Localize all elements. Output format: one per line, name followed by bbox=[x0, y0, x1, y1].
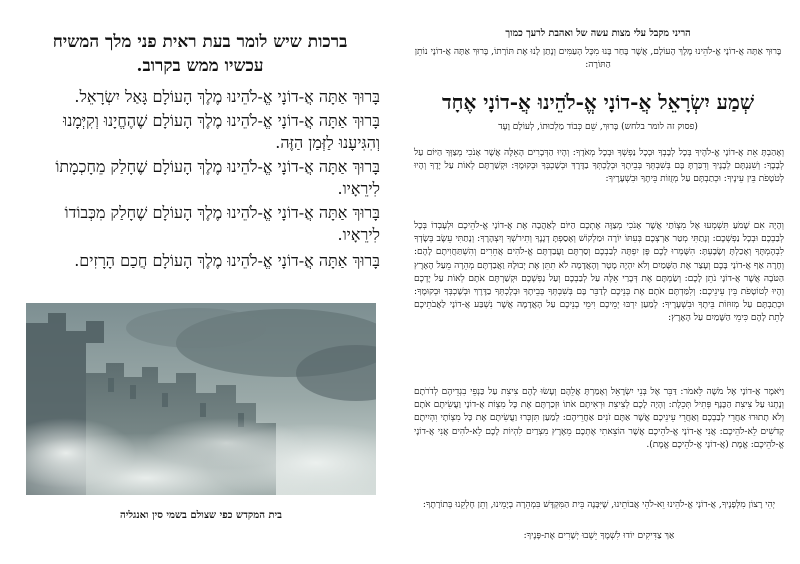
paragraph-vayomer: וַיֹּאמֶר אֲ-דוֹנָי אֶל מֹשֶׁה לֵּאמֹר: דַּבֵּר אֶל בְּנֵי יִשְׂרָאֵל וְאָמַרְתָּ אֲלֵהֶם וְעָשׂוּ לָהֶם צִיצִת עַל כַּנְפֵי בִגְדֵיהֶם לְדֹרֹתָם וְנָתְנוּ עַל צִיצִת הַכָּנָף פְּתִיל תְּכֵלֶת: וְהָיָה לָכֶם לְצִיצִת וּרְאִיתֶם אֹתוֹ וּזְכַרְתֶּם אֶת כָּל מִצְוֹת אֲ-דוֹנָי וַעֲשִׂיתֶם אֹתָם וְלֹא תָתוּרוּ אַחֲרֵי לְבַבְכֶם וְאַחֲרֵי עֵינֵיכֶם אֲשֶׁר אַתֶּם זֹנִים אַחֲרֵיהֶם: לְמַעַן תִּזְכְּרוּ וַעֲשִׂיתֶם אֶת כָּל מִצְוֹתָי וִהְיִיתֶם קְדֹשִׁים לֵא-לֹהֵיכֶם: אֲנִי אֲ-דוֹנָי אֱ-לֹהֵיכֶם אֲשֶׁר הוֹצֵאתִי אֶתְכֶם מֵאֶרֶץ מִצְרַיִם לִהְיוֹת לָכֶם לֵא-לֹהִים אֲנִי אֲ-דוֹנָי אֱ-לֹהֵיכֶם: אֱמֶת (אֲ-דוֹנָי אֱ-לֹהֵיכֶם אֱמֶת). bbox=[414, 387, 784, 450]
blessing-goal-israel: בָּרוּךְ אַתָּה אֲ-דוֹנָי אֱ-לֹהֵינוּ מֶלֶךְ הָעוֹלָם גָּאַל יִשְׂרָאֵל. bbox=[74, 87, 380, 106]
title-line-1: ברכות שיש לומר בעת ראית פני מלך המשיח bbox=[52, 32, 348, 52]
blessing-kavod: בָּרוּךְ אַתָּה אֲ-דוֹנָי אֱ-לֹהֵינוּ מֶלֶךְ הָעוֹלָם שֶׁחָלַק מִכְּבוֹדוֹ לִירֵאָיו. bbox=[64, 203, 380, 244]
photo-caption: בית המקדש כפי שצולם בשמי סין ואנגליה bbox=[120, 510, 282, 521]
baruch-shem-line: (פסוק זה לומר בלחש) בָּרוּךְ, שֵׁם כְּבוֹד מַלְכוּתוֹ, לְעוֹלָם וָעֶד bbox=[498, 122, 698, 132]
paragraph-veahavta: וְאָהַבְתָּ אֵת אֲ-דוֹנָי אֱ-לֹהֶיךָ בְּכָל לְבָבְךָ וּבְכָל נַפְשְׁךָ וּבְכָל מְאֹדֶךָ: וְהָיוּ הַדְּבָרִים הָאֵלֶּה אֲשֶׁר אָנֹכִי מְצַוְּךָ הַיּוֹם עַל לְבָבֶךָ: וְשִׁנַּנְתָּם לְבָנֶיךָ וְדִבַּרְתָּ בָּם בְּשִׁבְתְּךָ בְּבֵיתֶךָ וּבְלֶכְתְּךָ בַדֶּרֶךְ וּבְשָׁכְבְּךָ וּבְקוּמֶךָ: וּקְשַׁרְתָּם לְאוֹת עַל יָדֶךָ וְהָיוּ לְטֹטָפֹת בֵּין עֵינֶיךָ: וּכְתַבְתָּם עַל מְזֻזוֹת בֵּיתֶךָ וּבִשְׁעָרֶיךָ: bbox=[414, 148, 784, 185]
temple-in-clouds-image bbox=[26, 303, 376, 495]
title-line-2: עכשיו ממש בקרוב. bbox=[136, 56, 264, 76]
intro-line: הריני מקבל עלי מצות עשה של ואהבת לרעך כמוך bbox=[505, 28, 691, 39]
blessing-chacham-harazim: בָּרוּךְ אַתָּה אֲ-דוֹנָי אֱ-לֹהֵינוּ מֶלֶךְ הָעוֹלָם חֲכַם הָרָזִים. bbox=[74, 251, 380, 270]
shema-heading: שְׁמַע יִשְׂרָאֵל אֲ-דוֹנָי אֱ-לֹהֵינוּ אֲ-דוֹנָי אֶחָד bbox=[442, 90, 754, 114]
paragraph-vehaya: וְהָיָה אִם שָׁמֹעַ תִּשְׁמְעוּ אֶל מִצְוֹתַי אֲשֶׁר אָנֹכִי מְצַוֶּה אֶתְכֶם הַיּוֹם לְאַהֲבָה אֶת אֲ-דוֹנָי אֱ-לֹהֵיכֶם וּלְעָבְדוֹ בְּכָל לְבַבְכֶם וּבְכָל נַפְשְׁכֶם: וְנָתַתִּי מְטַר אַרְצְכֶם בְּעִתּוֹ יוֹרֶה וּמַלְקוֹשׁ וְאָסַפְתָּ דְגָנֶךָ וְתִירֹשְׁךָ וְיִצְהָרֶךָ: וְנָתַתִּי עֵשֶׂב בְּשָׂדְךָ לִבְהֶמְתֶּךָ וְאָכַלְתָּ וְשָׂבָעְתָּ: הִשָּׁמְרוּ לָכֶם פֶּן יִפְתֶּה לְבַבְכֶם וְסַרְתֶּם וַעֲבַדְתֶּם אֱ-לֹהִים אֲחֵרִים וְהִשְׁתַּחֲוִיתֶם לָהֶם: וְחָרָה אַף אֲ-דוֹנָי בָּכֶם וְעָצַר אֶת הַשָּׁמַיִם וְלֹא יִהְיֶה מָטָר וְהָאֲדָמָה לֹא תִתֵּן אֶת יְבוּלָהּ וַאֲבַדְתֶּם מְהֵרָה מֵעַל הָאָרֶץ הַטֹּבָה אֲשֶׁר אֲ-דוֹנָי נֹתֵן לָכֶם: וְשַׂמְתֶּם אֶת דְּבָרַי אֵלֶּה עַל לְבַבְכֶם וְעַל נַפְשְׁכֶם וּקְשַׁרְתֶּם אֹתָם לְאוֹת עַל יֶדְכֶם וְהָיוּ לְטוֹטָפֹת בֵּין עֵינֵיכֶם: וְלִמַּדְתֶּם אֹתָם אֶת בְּנֵיכֶם לְדַבֵּר בָּם בְּשִׁבְתְּךָ בְּבֵיתֶךָ וּבְלֶכְתְּךָ בַדֶּרֶךְ וּבְשָׁכְבְּךָ וּבְקוּמֶךָ: וּכְתַבְתָּם עַל מְזוּזוֹת בֵּיתֶךָ וּבִשְׁעָרֶיךָ: לְמַעַן יִרְבּוּ יְמֵיכֶם וִימֵי בְנֵיכֶם עַל הָאֲדָמָה אֲשֶׁר נִשְׁבַּע אֲ-דוֹנָי לַאֲבֹתֵיכֶם לָתֵת לָהֶם כִּימֵי הַשָּׁמַיִם עַל הָאָרֶץ: bbox=[414, 221, 784, 324]
page-title bbox=[14, 30, 386, 78]
torah-blessing: בָּרוּךְ אַתָּה אֲ-דוֹנָי אֱ-לֹהֵינוּ מֶלֶךְ הָעוֹלָם, אֲשֶׁר בָּחַר בָּנוּ מִכָּל הָעַמִּים וְנָתַן לָנוּ אֶת תּוֹרָתוֹ, בָּרוּךְ אַתָּה אֲ-דוֹנָי נוֹתֵן הַתּוֹרָה: bbox=[414, 47, 782, 70]
closing-prayer: יְהִי רָצוֹן מִלְּפָנֶיךָ, אֲ-דוֹנָי אֱ-לֹהֵינוּ וֵא-לֹהֵי אֲבוֹתֵינוּ, שֶׁיִּבָּנֶה בֵּית הַמִּקְדָּשׁ בִּמְהֵרָה בְיָמֵינוּ, וְתֵן חֶלְקֵנוּ בְּתוֹרָתֶךָ: bbox=[422, 500, 776, 510]
blessing-chochma: בָּרוּךְ אַתָּה אֲ-דוֹנָי אֱ-לֹהֵינוּ מֶלֶךְ הָעוֹלָם שֶׁחָלַק מֵחָכְמָתוֹ לִירֵאָיו. bbox=[55, 157, 380, 198]
closing-verse: אַךְ צַדִּיקִים יוֹדוּ לִשְׁמֶךָ יֵשְׁבוּ יְשָׁרִים אֶת-פָּנֶיךָ: bbox=[523, 531, 675, 541]
blessing-shehecheyanu: בָּרוּךְ אַתָּה אֲ-דוֹנָי אֱ-לֹהֵינוּ מֶלֶךְ הָעוֹלָם שֶׁהֶחֱיָנוּ וְקִיְּמָנוּ וְהִגִּיעָנוּ לַזְּמַן הַזֶּה. bbox=[63, 111, 380, 152]
